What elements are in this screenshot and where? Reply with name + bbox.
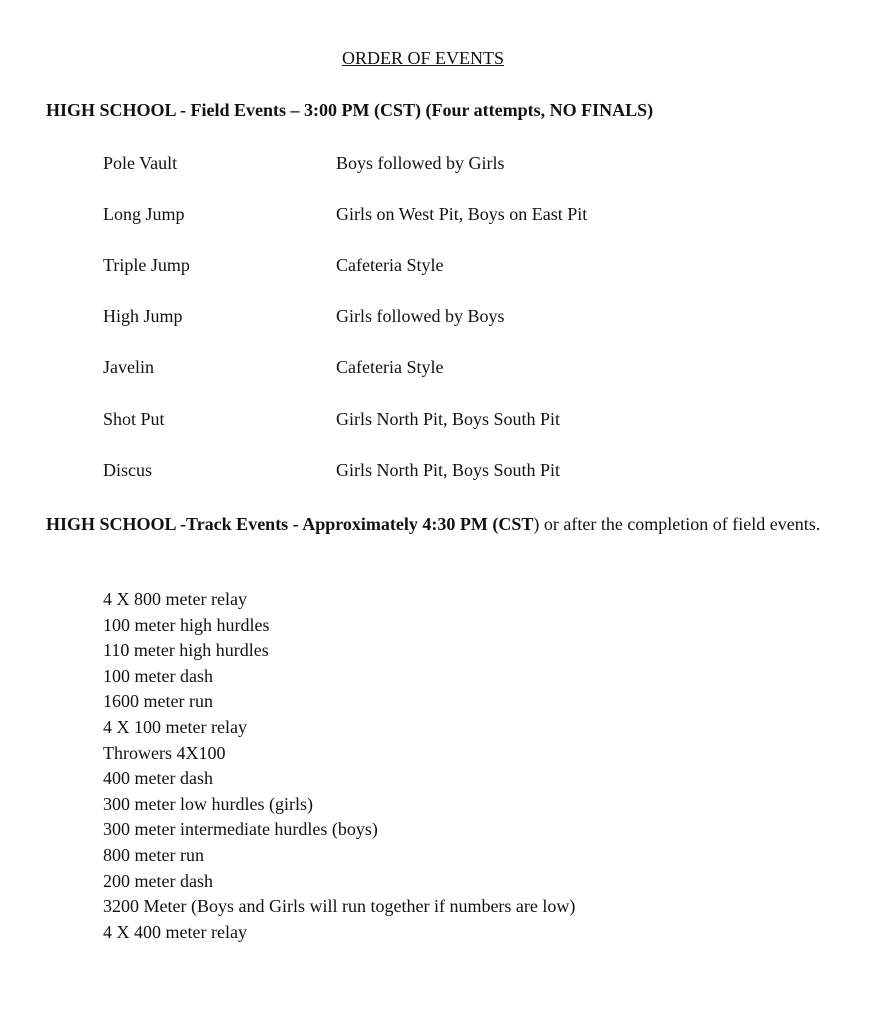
field-event-name: Shot Put xyxy=(103,409,165,429)
track-events-list xyxy=(103,587,575,945)
field-event-note: Cafeteria Style xyxy=(336,357,444,377)
field-event-note: Cafeteria Style xyxy=(336,255,444,275)
field-event-note: Boys followed by Girls xyxy=(336,153,505,173)
field-event-row xyxy=(0,409,869,433)
field-event-name: Discus xyxy=(103,460,152,480)
track-event-item: 400 meter dash xyxy=(103,768,213,789)
track-event-item: 300 meter low hurdles (girls) xyxy=(103,793,313,814)
field-event-name: Long Jump xyxy=(103,204,185,224)
field-events-heading: HIGH SCHOOL - Field Events – 3:00 PM (CST) (Four attempts, NO FINALS) xyxy=(46,100,654,120)
track-event-item: 4 X 400 meter relay xyxy=(103,921,247,942)
field-event-row xyxy=(0,153,869,177)
track-event-item: 100 meter dash xyxy=(103,665,213,686)
field-event-row xyxy=(0,306,869,330)
track-events-heading xyxy=(46,511,826,537)
field-event-note: Girls on West Pit, Boys on East Pit xyxy=(336,204,588,224)
field-event-name: High Jump xyxy=(103,306,183,326)
track-event-item: 110 meter high hurdles xyxy=(103,640,269,661)
track-event-item: 4 X 800 meter relay xyxy=(103,589,247,609)
track-heading-rest: ) or after the completion of field events. xyxy=(533,514,821,534)
track-event-item: 300 meter intermediate hurdles (boys) xyxy=(103,819,378,840)
page-title: ORDER OF EVENTS xyxy=(341,48,504,68)
track-heading-bold: HIGH SCHOOL -Track Events - Approximately 4:30 PM (CST xyxy=(46,514,534,534)
field-event-name: Javelin xyxy=(103,357,154,377)
field-event-note: Girls followed by Boys xyxy=(336,306,505,326)
track-event-item: 4 X 100 meter relay xyxy=(103,716,247,737)
field-event-row xyxy=(0,460,869,484)
track-event-item: 3200 Meter (Boys and Girls will run together if numbers are low) xyxy=(103,896,576,917)
track-event-item: Throwers 4X100 xyxy=(103,742,226,763)
field-event-note: Girls North Pit, Boys South Pit xyxy=(336,460,561,480)
track-event-item: 200 meter dash xyxy=(103,870,213,891)
track-event-item: 1600 meter run xyxy=(103,691,213,712)
field-event-row xyxy=(0,357,869,381)
field-event-row xyxy=(0,204,869,228)
field-event-note: Girls North Pit, Boys South Pit xyxy=(336,409,561,429)
field-event-row xyxy=(0,255,869,279)
track-event-item: 800 meter run xyxy=(103,844,204,865)
track-event-item: 100 meter high hurdles xyxy=(103,614,270,635)
field-event-name: Triple Jump xyxy=(103,255,190,275)
field-event-name: Pole Vault xyxy=(103,153,178,173)
